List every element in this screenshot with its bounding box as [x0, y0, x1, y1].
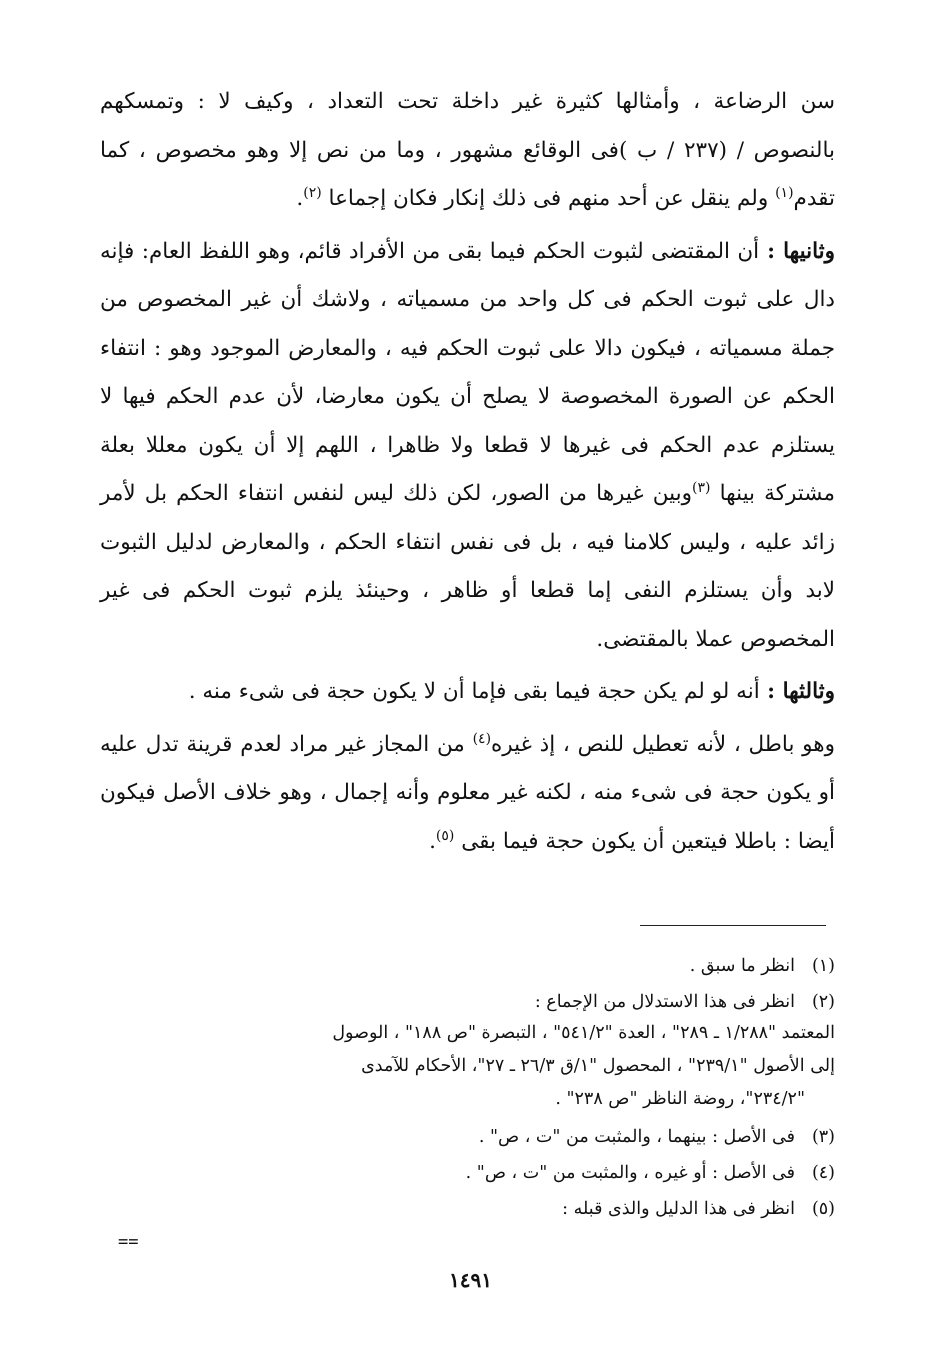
paragraph-2-text-b: وبين غيرها من الصور، لكن ذلك ليس لنفس انتفاء الحكم بل لأمر زائد عليه ، وليس كلامنا فيه ، بل فى نفس انتفاء الحكم ، والمعارض لدليل الثبوت لابد وأن يستلزم النفى إما قطعا أو ظاهر ، وحينئذ يلزم ثبوت الحكم فى غير المخصوص عملا بالمقتضى.	[100, 481, 835, 652]
paragraph-2-text: أن المقتضى لثبوت الحكم فيما بقى من الأفراد قائم، وهو اللفظ العام: فإنه دال على ثبوت الحكم فى كل واحد من مسمياته ، ولاشك أن غير المخصوص من جملة مسمياته ، فيكون دالا على ثبوت الحكم فيه ، والمعارض الموجود وهو : انتفاء الحكم عن الصورة المخصوصة لا يصلح أن يكون معارضا، لأن عدم الحكم فيها لا يستلزم عدم الحكم فى غيرها لا قطعا ولا ظاهرا ، اللهم إلا أن يكون معللا بعلة مشتركة بينها	[100, 238, 835, 506]
paragraph-4-end: .	[429, 828, 436, 854]
paragraph-2	[100, 228, 835, 665]
footnote-3-number: (٣)	[811, 1127, 835, 1147]
footnotes	[100, 945, 835, 1226]
footnote-5-number: (٥)	[811, 1199, 835, 1219]
footnote-2-number: (٢)	[811, 992, 835, 1012]
footnote-1	[100, 951, 835, 981]
paragraph-4-text-b: من المجاز غير مراد لعدم قرينة تدل عليه أو يكون حجة فى شىء منه ، لكنه غير معلوم وأنه إجمال ، وهو خلاف الأصل فيكون أيضا : باطلا فيتعين أن يكون حجة فيما بقى	[100, 731, 835, 854]
paragraph-1-text-b: ولم ينقل عن أحد منهم فى ذلك إنكار فكان إجماعا	[321, 186, 776, 211]
footnote-1-number: (١)	[811, 956, 835, 976]
paragraph-3	[100, 668, 835, 717]
footnote-divider	[640, 925, 826, 926]
main-text	[100, 78, 835, 870]
page-number: ١٤٩١	[449, 1268, 492, 1292]
paragraph-2-lead: وثانيها :	[759, 238, 835, 264]
paragraph-1-text: سن الرضاعة ، وأمثالها كثيرة غير داخلة تحت التعداد ، وكيف لا : وتمسكهم بالنصوص / (٢٣٧ / ب )فى الوقائع مشهور ، وما من نص إلا وهو مخصوص ، كما تقدم	[100, 89, 835, 211]
paragraph-4	[100, 721, 835, 867]
paragraph-3-lead: وثالثها :	[759, 679, 835, 704]
footnote-2-text: انظر فى هذا الاستدلال من الإجماع :	[534, 992, 795, 1012]
footnote-ref-4: (٤)	[472, 730, 492, 747]
footnote-3	[100, 1122, 835, 1152]
continuation-mark: ==	[118, 1232, 139, 1252]
footnote-ref-3: (٣)	[692, 479, 711, 496]
footnote-5-text: انظر فى هذا الدليل والذى قبله :	[562, 1199, 795, 1219]
footnote-ref-1: (١)	[775, 184, 794, 201]
footnote-4-number: (٤)	[811, 1163, 835, 1183]
footnote-2-line-3: "٢٣٤/٢"، روضة الناظر "ص ٢٣٨" .	[555, 1089, 805, 1109]
footnote-4	[100, 1158, 835, 1188]
paragraph-1-end: .	[296, 186, 304, 211]
paragraph-4-text: وهو باطل ، لأنه تعطيل للنص ، إذ غيره	[491, 731, 836, 757]
footnote-ref-5: (٥)	[435, 827, 455, 844]
footnote-3-text: فى الأصل : بينهما ، والمثبت من "ت ، ص" .	[478, 1127, 795, 1147]
footnote-2-line-1: المعتمد "١/٢٨٨ ـ ٢٨٩" ، العدة "٥٤١/٢" ، التبصرة "ص ١٨٨" ، الوصول	[332, 1023, 835, 1043]
footnote-2-references	[100, 1017, 835, 1116]
paragraph-1	[100, 78, 835, 224]
footnote-1-text: انظر ما سبق .	[689, 956, 795, 976]
footnote-2	[100, 987, 835, 1116]
footnote-5	[100, 1194, 835, 1224]
footnote-4-text: فى الأصل : أو غيره ، والمثبت من "ت ، ص" .	[465, 1163, 795, 1183]
footnote-ref-2: (٢)	[303, 184, 322, 201]
paragraph-3-text: أنه لو لم يكن حجة فيما بقى فإما أن لا يكون حجة فى شىء منه .	[188, 679, 760, 704]
footnote-2-line-2: إلى الأصول "٢٣٩/١" ، المحصول "١/ق ٢٦/٣ ـ ٢٧"، الأحكام للآمدى	[361, 1056, 835, 1076]
